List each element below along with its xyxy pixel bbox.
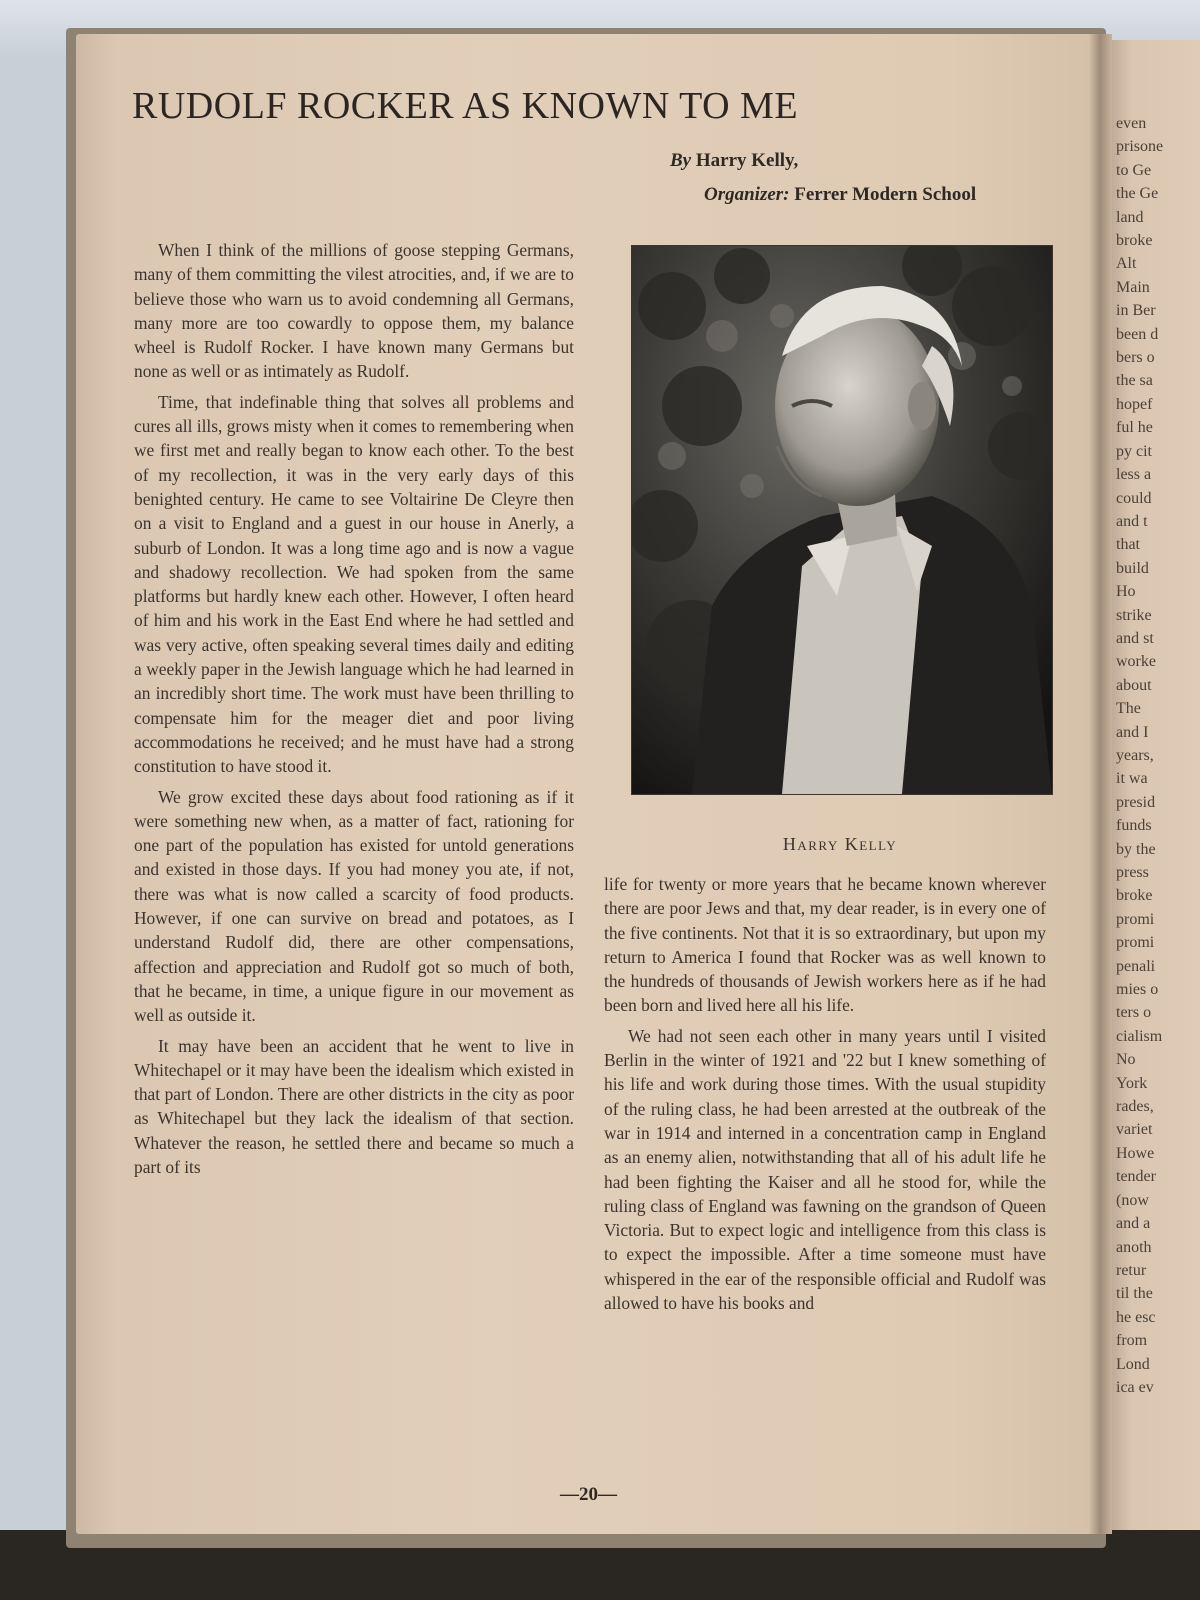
paragraph: It may have been an accident that he went to live in Whitechapel or it may have been the idealism which existed in that part of London. There are other districts in the city as poor as Whitechapel but they lack the idealism of that section. Whatever the reason, he settled there and became so much a part of its [134,1035,574,1177]
org-name: Ferrer Modern School [794,184,977,205]
org-label: Organizer: [704,184,790,205]
paragraph: When I think of the millions of goose stepping Germans, many of them committing the vilest atrocities, and, if we are to believe those who warn us to avoid condemning all Germans, many more are too cowardly to oppose them, my balance wheel is Rudolf Rocker. I have known many Germans but none as well or as intimately as Rudolf. [134,240,574,382]
paragraph: Time, that indefinable thing that solves all problems and cures all ills, grows misty when it comes to remembering when we first met and really began to know each other. To the best of my recollection, it was in the very early days of this benighted century. He came to see Voltairine De Cleyre then on a visit to England and a guest in our house in Anerly, a suburb of London. It was a long time ago and is now a vague and shadowy recollection. We had spoken from the same platforms but hardly knew each other. However, I often heard of him and his work in the East End where he had settled and was very active, often speaking several times daily and editing a weekly paper in the Jewish language which he had learned in an incredibly short time. The work must have been thrilling to compensate him for the meager diet and poor living accommodations he received; and he must have had a strong constitution to have stood it. [134,391,574,777]
paragraph: We grow excited these days about food rationing as if it were something new when, as a matter of fact, rationing for one part of the population has existed for untold generations and existed in those days. If you had money you ate, if not, there was what is now called a scarcity of food products. However, if one can survive on bread and potatoes, as I understand Rudolf did, there are other compensations, affection and appreciation and Rudolf got so much of both, that he became, in time, a unique figure in our movement as well as outside it. [134,786,574,1026]
portrait-illustration [632,246,1052,794]
author-name: Harry Kelly, [695,150,799,171]
author-portrait-photo [632,246,1052,794]
article-title: RUDOLF ROCKER AS KNOWN TO ME [132,85,799,127]
left-column [134,238,574,1185]
author-organization [704,184,976,206]
photo-caption: Harry Kelly [782,834,898,854]
book-gutter [1088,34,1112,1534]
page-number: —20— [560,1484,617,1505]
byline-prefix: By [670,150,692,171]
facing-page-text: even prisone to Ge the Ge land broke Alt Main in Ber been d bers o the sa hopef ful he py cit less a could and t that build Ho strike and st worke about The and I years, it wa presid funds by the press broke promi promi penali mies o ters o cialism No York rades, variet Howe tender (now and a anoth retur til the he esc from Lond ica ev [1116,115,1164,1396]
facing-page [1108,40,1200,1530]
right-column [604,872,1046,1321]
byline [670,150,798,172]
paragraph: life for twenty or more years that he became known wherever there are poor Jews and that, my dear reader, is in every one of the five continents. Not that it is so extraordinary, but upon my return to America I found that Rocker was as well known to the hundreds of thousands of Jewish workers here as if he had been born and lived here all his life. [604,874,1046,1016]
paragraph: We had not seen each other in many years until I visited Berlin in the winter of 1921 and '22 but I knew something of his life and work during those times. With the usual stupidity of the ruling class, he had been arrested at the outbreak of the war in 1914 and interned in a concentration camp in England as an enemy alien, notwithstanding that all of his adult life he had been fighting the Kaiser and all he stood for, while the ruling class of England was fawning on the grandson of Queen Victoria. But to expect logic and intelligence from this class is to expect the impossible. After a time someone must have whispered in the ear of the responsible official and Rudolf was allowed to have his books and [604,1025,1046,1314]
